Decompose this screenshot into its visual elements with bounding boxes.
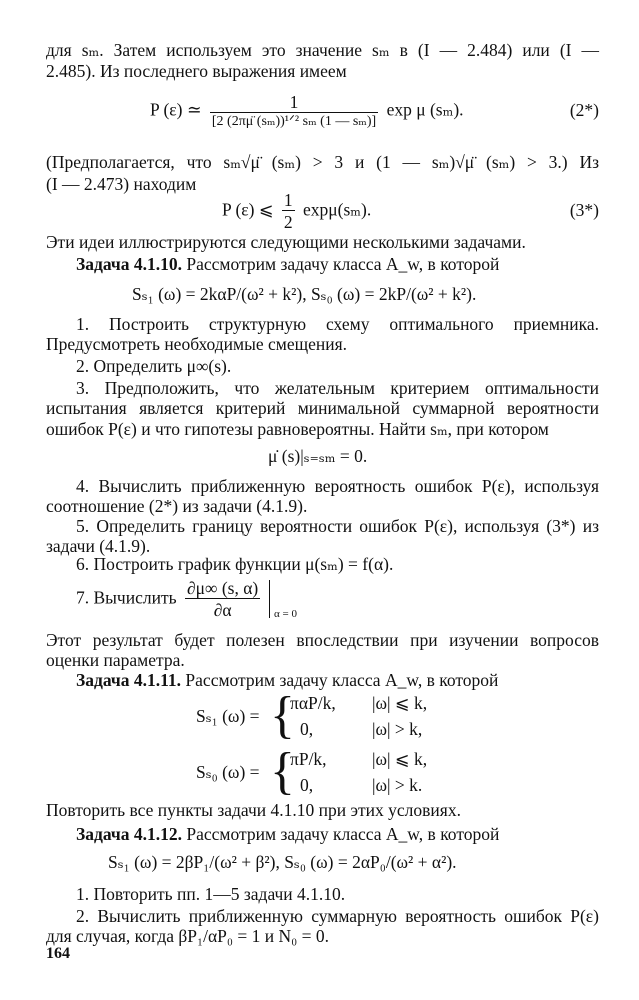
t11-s0-case-1-cond: |ω| ⩽ k, xyxy=(372,749,428,769)
eq2-rhs: exp μ (sₘ). xyxy=(386,99,464,120)
page-number: 164 xyxy=(46,945,70,962)
t10-item-2: 2. Определить μ∞(s). xyxy=(76,356,232,376)
t10-item-7-label: 7. Вычислить xyxy=(76,587,177,608)
assumption-line-1: (Предполагается, что sₘ√μ̈ (sₘ) > 3 и (1 — sₘ)√μ̈ (sₘ) > 3.) Из xyxy=(46,152,599,172)
t11-s0-case-2-cond: |ω| > k. xyxy=(372,775,423,795)
task-4-1-11-text: Рассмотрим задачу класса A_w, в которой xyxy=(181,670,499,690)
eq2-fraction xyxy=(210,92,378,131)
ideas-sentence: Эти идеи иллюстрируются следующими несколькими задачами. xyxy=(46,232,526,252)
t10-item-3-formula: μ̇ (s)|ₛ₌ₛₘ = 0. xyxy=(268,446,368,466)
task-4-1-11-title: Задача 4.1.11. xyxy=(76,670,182,690)
eq2-lhs: P (ε) ≃ xyxy=(150,99,202,120)
equation-2 xyxy=(150,92,464,131)
equation-3 xyxy=(222,190,371,233)
t10-item-5: 5. Определить границу вероятности ошибок P(ε), используя (3*) из задачи (4.1.9). xyxy=(46,516,599,557)
t10-conclusion: Этот результат будет полезен впоследствии при изучении вопросов оценки параметра. xyxy=(46,630,599,671)
task-4-1-10-heading xyxy=(46,254,599,274)
assumption-line-2: (I — 2.473) находим xyxy=(46,174,197,194)
t10-item-7-denominator: ∂α xyxy=(185,598,260,620)
eq3-tag: (3*) xyxy=(569,200,599,220)
t11-s1-case-1-cond: |ω| ⩽ k, xyxy=(372,693,428,713)
eq3-denominator: 2 xyxy=(283,212,293,233)
intro-line-1: для sₘ. Затем используем это значение sₘ в (I — 2.484) или (I — xyxy=(46,40,599,60)
task-4-1-11-heading xyxy=(46,670,599,690)
task-4-1-12-formula: Sₛ₁ (ω) = 2βP₁/(ω² + β²), Sₛ₀ (ω) = 2αP₀/(ω² + α²). xyxy=(108,852,457,872)
task-4-1-10-title: Задача 4.1.10. xyxy=(76,254,183,274)
task-4-1-10-formula: Sₛ₁ (ω) = 2kαP/(ω² + k²), Sₛ₀ (ω) = 2kP/(ω² + k²). xyxy=(132,284,477,304)
t10-item-1: 1. Построить структурную схему оптимального приемника. Предусмотреть необходимые смещения. xyxy=(46,314,599,355)
t10-item-7-subscript: α = 0 xyxy=(273,608,297,621)
eq2-tag: (2*) xyxy=(569,100,599,120)
t10-item-6: 6. Построить график функции μ(sₘ) = f(α). xyxy=(76,554,394,574)
t11-s1-lhs: Sₛ₁ (ω) = xyxy=(196,706,260,726)
t11-s0-case-1: πP/k, xyxy=(290,749,327,769)
t12-item-2: 2. Вычислить приближенную суммарную вероятность ошибок P(ε) для случая, когда βP₁/αP₀ = 1 и N₀ = 0. xyxy=(46,906,599,947)
eq3-fraction xyxy=(282,190,295,233)
t11-s1-brace: { xyxy=(270,687,295,744)
t11-s0-case-2: 0, xyxy=(300,775,314,795)
eq3-rhs: expμ(sₘ). xyxy=(303,199,372,220)
t10-item-7 xyxy=(76,578,297,621)
intro-line-2: 2.485). Из последнего выражения имеем xyxy=(46,61,347,81)
t11-s0-brace: { xyxy=(270,743,295,800)
t11-s0-lhs: Sₛ₀ (ω) = xyxy=(196,762,260,782)
t10-item-7-fraction xyxy=(185,578,260,621)
t10-item-3: 3. Предположить, что желательным критерием оптимальности испытания является критерий минимальной суммарной вероятности ошибок P(ε) и что гипотезы равновероятны. Найти sₘ, при котором xyxy=(46,378,599,439)
task-4-1-12-text: Рассмотрим задачу класса A_w, в которой xyxy=(182,824,500,844)
task-4-1-12-title: Задача 4.1.12. xyxy=(76,824,183,844)
t10-item-4: 4. Вычислить приближенную вероятность ошибок P(ε), используя соотношение (2*) из задачи (4.1.9). xyxy=(46,476,599,517)
eq2-numerator: 1 xyxy=(289,92,299,112)
eq2-denominator: [2 (2πμ̈ (sₘ))¹ᐟ² sₘ (1 — sₘ)] xyxy=(211,114,377,130)
eq3-numerator: 1 xyxy=(283,190,293,210)
evaluation-bar xyxy=(269,580,270,618)
t11-s1-case-2: 0, xyxy=(300,719,314,739)
eq3-lhs: P (ε) ⩽ xyxy=(222,199,274,220)
t10-item-7-numerator: ∂μ∞ (s, α) xyxy=(186,578,259,598)
t12-item-1: 1. Повторить пп. 1—5 задачи 4.1.10. xyxy=(76,884,346,904)
task-4-1-12-heading xyxy=(46,824,599,844)
t11-repeat: Повторить все пункты задачи 4.1.10 при этих условиях. xyxy=(46,800,461,820)
t11-s1-case-1: παP/k, xyxy=(290,693,336,713)
task-4-1-10-text: Рассмотрим задачу класса A_w, в которой xyxy=(182,254,500,274)
t11-s1-case-2-cond: |ω| > k, xyxy=(372,719,423,739)
